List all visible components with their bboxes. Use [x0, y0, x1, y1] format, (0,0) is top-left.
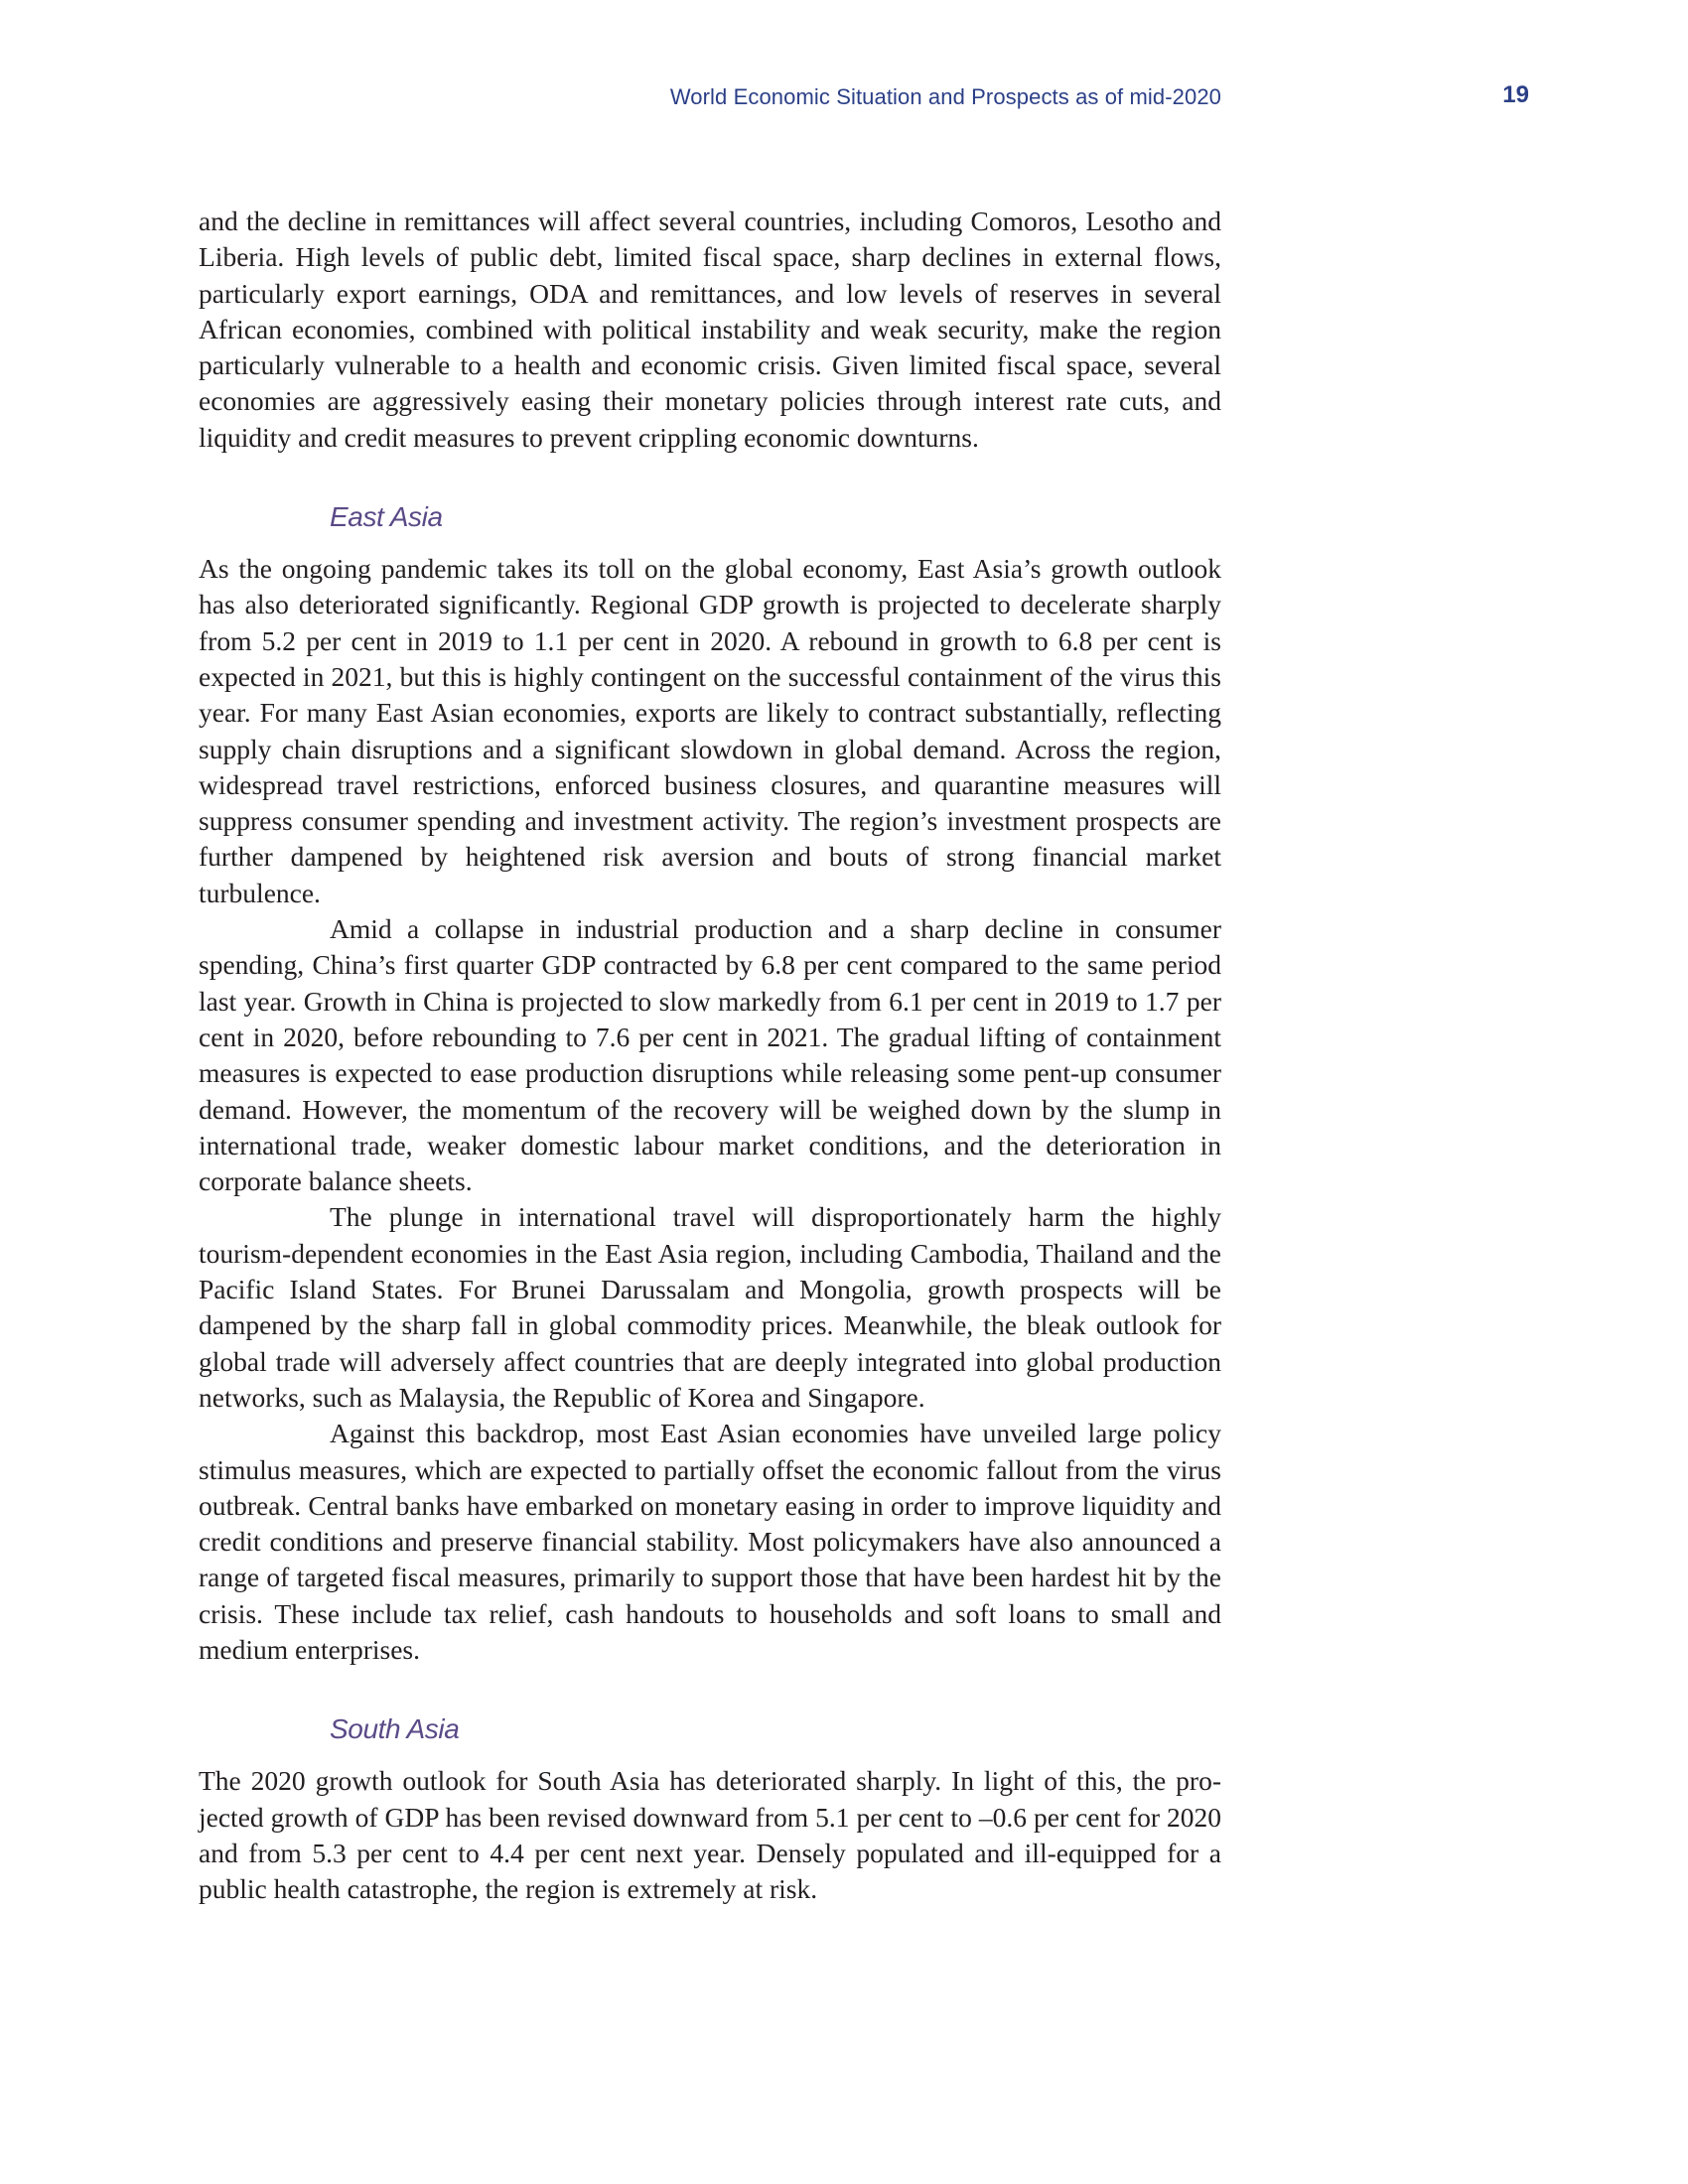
section-heading-south-asia: South Asia — [330, 1713, 460, 1745]
intro-paragraph: and the decline in remittances will affect several countries, including Comoros, Lesotho and Liberia. High levels of public debt, limited fiscal space, sharp declines in external flows, particularly export earnings, ODA and remittances, and low levels of reserves in several African economies, combined with political instability and weak security, make the region particularly vulnerable to a health and economic crisis. Given limited fiscal space, several economies are aggressively easing their monetary policies through interest rate cuts, and liquidity and credit measures to prevent crippling economic downturns. — [199, 205, 1221, 453]
section-heading-east-asia: East Asia — [330, 501, 443, 533]
page-body — [199, 204, 1221, 1907]
south-asia-paragraph-1: The 2020 growth outlook for South Asia has deteriorated sharply. In light of this, the projected growth of GDP has been revised downward from 5.1 per cent to –0.6 per cent for 2020 and from 5.3 per cent to 4.4 per cent next year. Densely populated and ill-equipped for a public health catastrophe, the region is extremely at risk. — [199, 1765, 1221, 1905]
east-asia-paragraph-1: As the ongoing pandemic takes its toll on the global economy, East Asia’s growth outlook has also deteriorated significantly. Regional GDP growth is projected to decelerate sharply from 5.2 per cent in 2019 to 1.1 per cent in 2020. A rebound in growth to 6.8 per cent is expected in 2021, but this is highly contingent on the successful containment of the virus this year. For many East Asian economies, exports are likely to contract substantially, reflecting supply chain disruptions and a significant slowdown in global demand. Across the region, widespread travel restrictions, enforced business closures, and quarantine measures will suppress consumer spending and investment activity. The region’s investment prospects are further dampened by heightened risk aversion and bouts of strong financial market turbulence. — [199, 553, 1221, 908]
running-header-title: World Economic Situation and Prospects as of mid-2020 — [669, 84, 1221, 109]
east-asia-paragraph-3: The plunge in international travel will disproportionately harm the highly tourism-dependent economies in the East Asia region, including Cambodia, Thailand and the Pacific Island States. For Brunei Darussalam and Mongolia, growth prospects will be dampened by the sharp fall in global commodity prices. Meanwhile, the bleak outlook for global trade will adversely affect countries that are deeply integrated into global production networks, such as Malaysia, the Republic of Korea and Singapore. — [199, 1201, 1221, 1413]
east-asia-paragraph-4: Against this backdrop, most East Asian economies have unveiled large policy stimulus measures, which are expected to partially offset the economic fallout from the virus outbreak. Central banks have embarked on monetary easing in order to improve liquidity and credit conditions and preserve financial stability. Most policymakers have also announced a range of targeted fiscal measures, primarily to support those that have been hardest hit by the crisis. These include tax relief, cash handouts to households and soft loans to small and medium enterprises. — [199, 1418, 1221, 1665]
east-asia-paragraph-2: Amid a collapse in industrial production and a sharp decline in consumer spending, China’s first quarter GDP contracted by 6.8 per cent compared to the same period last year. Growth in China is projected to slow markedly from 6.1 per cent in 2019 to 1.7 per cent in 2020, before rebounding to 7.6 per cent in 2021. The gradual lifting of containment measures is expected to ease production disruptions while releasing some pent-up consumer demand. However, the momentum of the recovery will be weighed down by the slump in international trade, weaker domestic labour market conditions, and the deterioration in corporate balance sheets. — [199, 913, 1221, 1197]
page-number: 19 — [1502, 81, 1529, 108]
